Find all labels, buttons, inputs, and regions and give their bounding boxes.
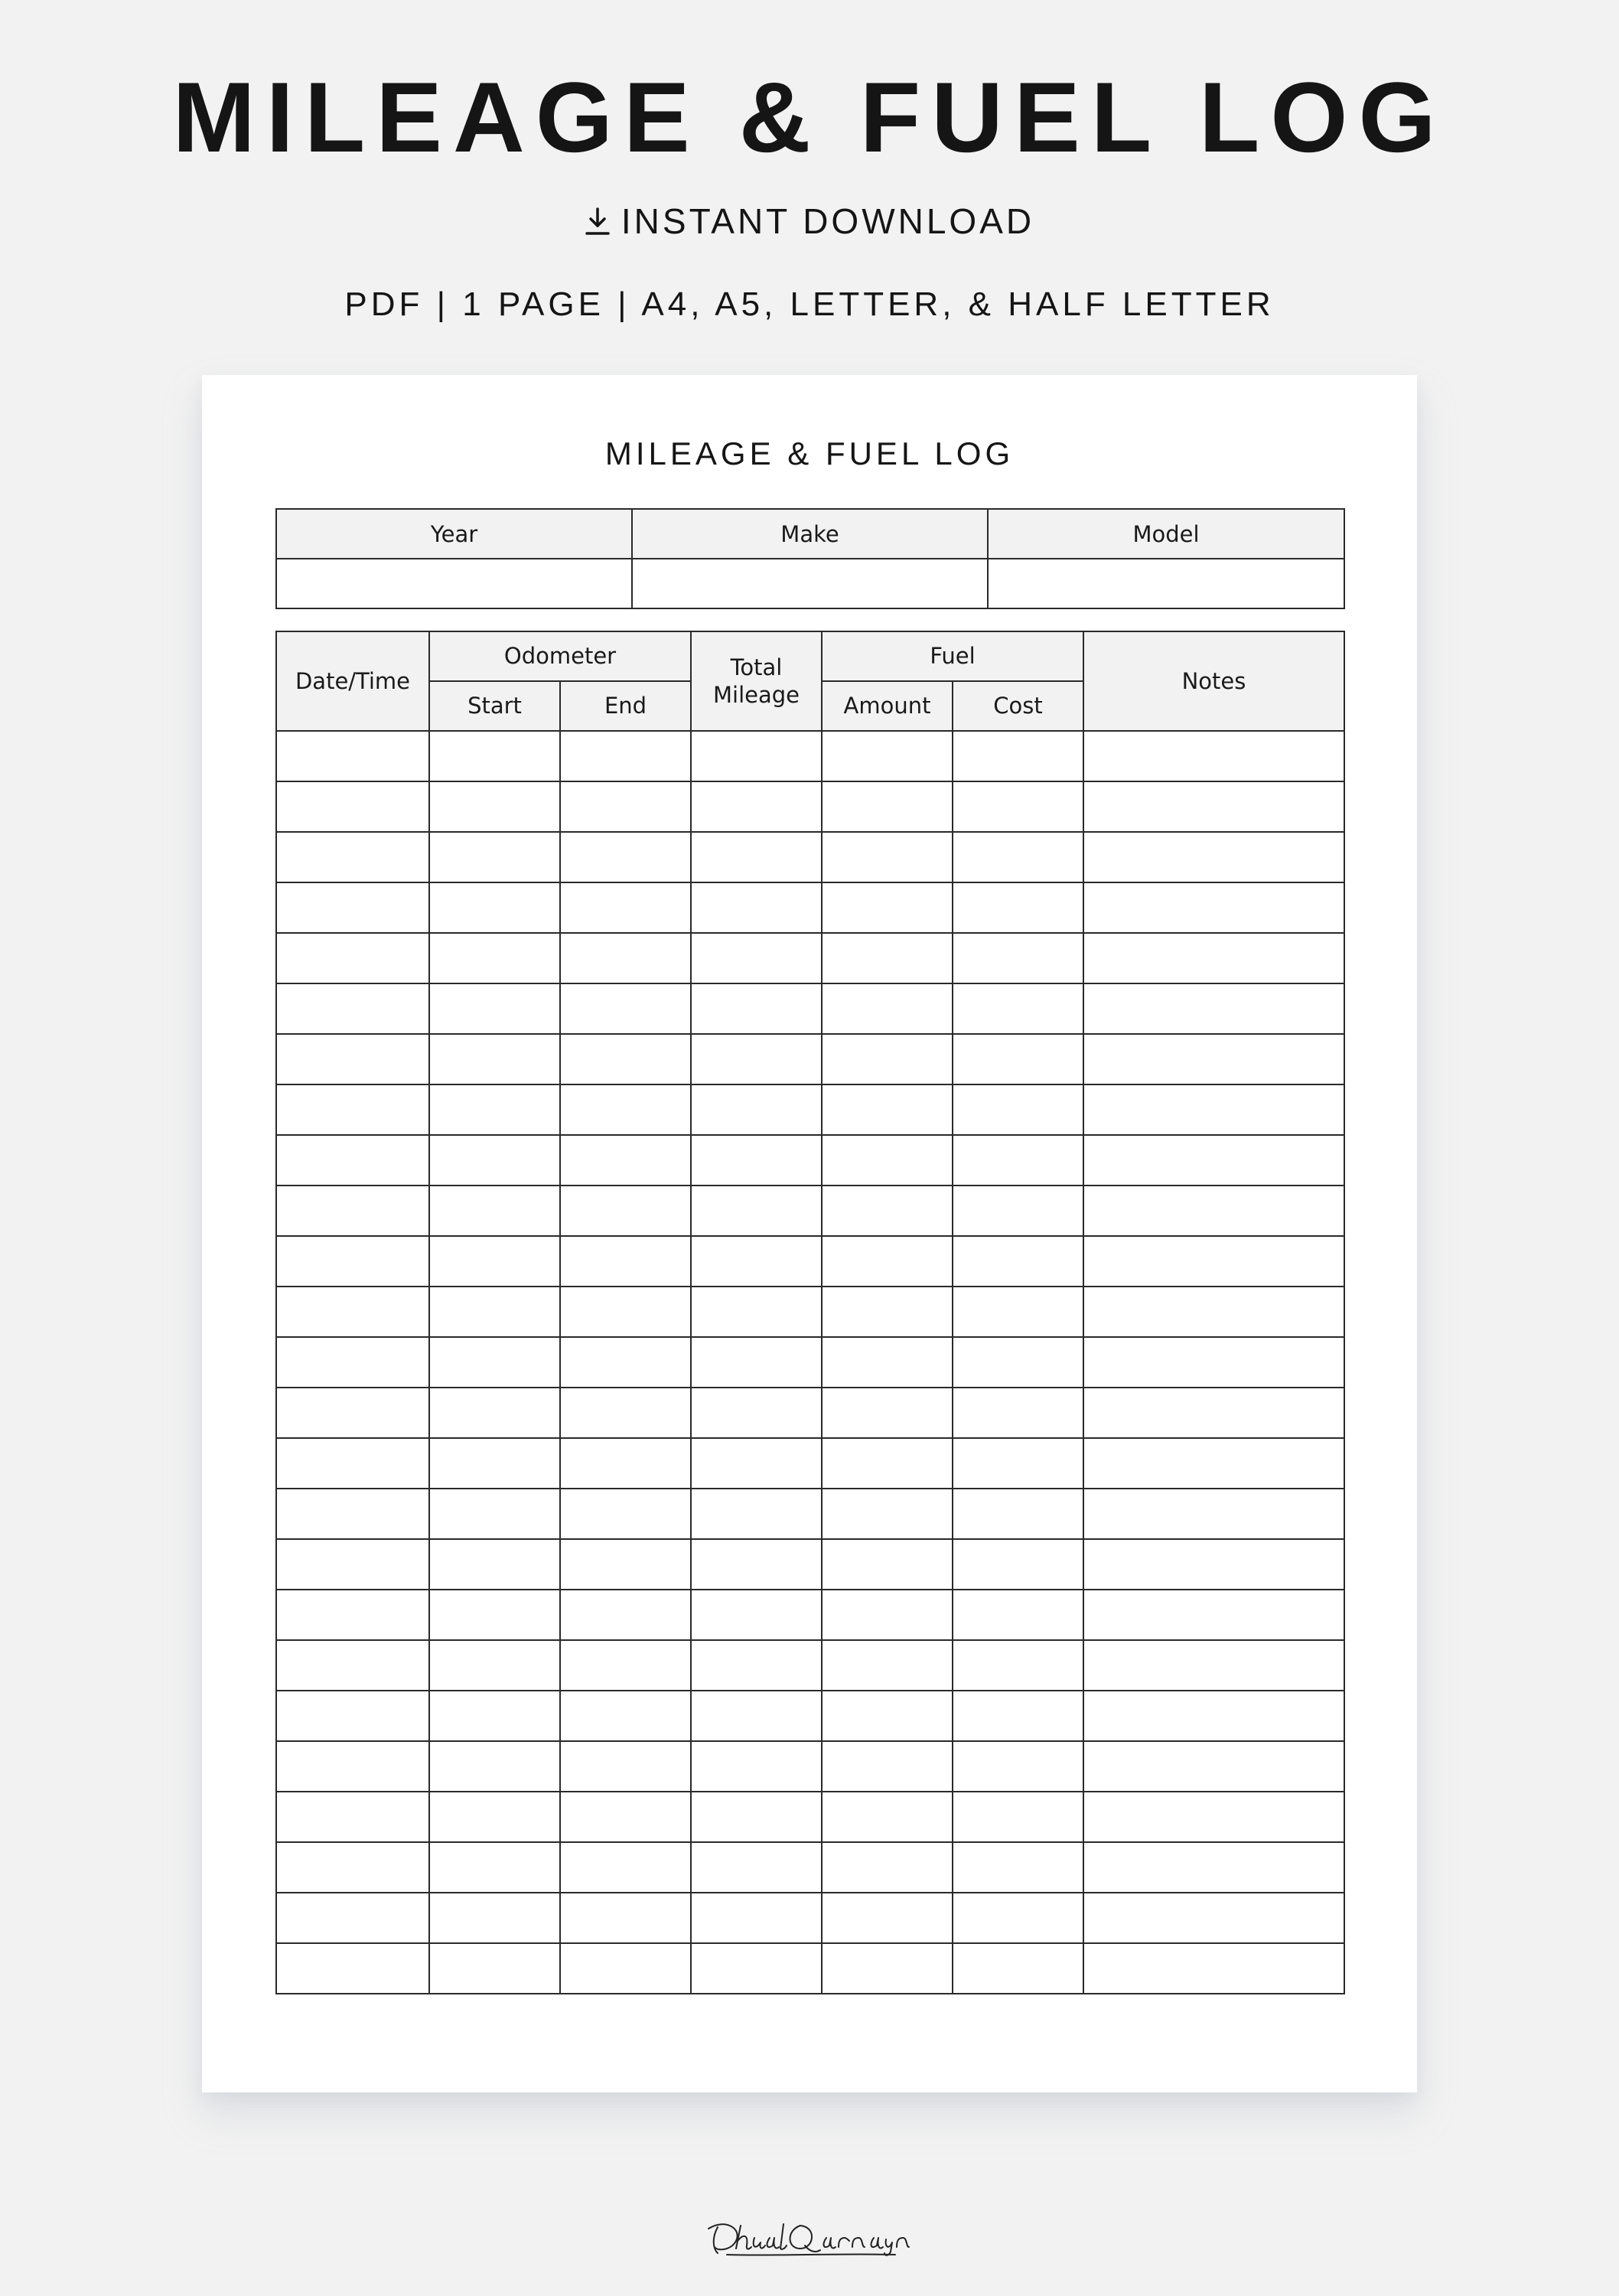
table-row	[276, 1287, 1344, 1337]
total-mileage-cell[interactable]	[691, 1943, 822, 1994]
odometer-start-cell[interactable]	[429, 1236, 560, 1287]
date-time-cell[interactable]	[276, 1590, 429, 1640]
table-row	[276, 1337, 1344, 1388]
fuel-amount-cell[interactable]	[822, 781, 953, 832]
table-row	[276, 1034, 1344, 1084]
fuel-amount-cell[interactable]	[822, 1337, 953, 1388]
table-row	[276, 882, 1344, 933]
notes-cell[interactable]	[1083, 1691, 1344, 1741]
odometer-end-header: End	[560, 681, 691, 731]
date-time-cell[interactable]	[276, 1893, 429, 1943]
total-mileage-cell[interactable]	[691, 1691, 822, 1741]
fuel-cost-cell[interactable]	[953, 1489, 1083, 1539]
total-mileage-cell[interactable]	[691, 1135, 822, 1186]
signature-logo	[704, 2212, 915, 2258]
odometer-end-cell[interactable]	[560, 1842, 691, 1893]
date-time-cell[interactable]	[276, 1337, 429, 1388]
notes-cell[interactable]	[1083, 1943, 1344, 1994]
notes-cell[interactable]	[1083, 1287, 1344, 1337]
total-mileage-cell[interactable]	[691, 1842, 822, 1893]
fuel-cost-cell[interactable]	[953, 1691, 1083, 1741]
year-header: Year	[276, 509, 632, 559]
odometer-end-cell[interactable]	[560, 1388, 691, 1438]
table-row	[276, 1236, 1344, 1287]
fuel-amount-cell[interactable]	[822, 882, 953, 933]
odometer-header: Odometer	[429, 631, 691, 681]
odometer-start-cell[interactable]	[429, 1842, 560, 1893]
fuel-cost-cell[interactable]	[953, 1135, 1083, 1186]
download-line	[0, 201, 1619, 241]
fuel-amount-cell[interactable]	[822, 1691, 953, 1741]
fuel-cost-cell[interactable]	[953, 1893, 1083, 1943]
fuel-cost-cell[interactable]	[953, 1034, 1083, 1084]
fuel-amount-cell[interactable]	[822, 1640, 953, 1691]
notes-cell[interactable]	[1083, 1034, 1344, 1084]
notes-cell[interactable]	[1083, 1438, 1344, 1489]
page-title: MILEAGE & FUEL LOG	[172, 61, 1447, 173]
fuel-amount-cell[interactable]	[822, 1287, 953, 1337]
odometer-start-cell[interactable]	[429, 1084, 560, 1135]
fuel-cost-cell[interactable]	[953, 1287, 1083, 1337]
odometer-end-cell[interactable]	[560, 1741, 691, 1792]
date-time-cell[interactable]	[276, 1792, 429, 1842]
mileage-label: Mileage	[713, 682, 800, 708]
odometer-end-cell[interactable]	[560, 1489, 691, 1539]
vehicle-header-row	[276, 509, 1344, 559]
odometer-start-cell[interactable]	[429, 1337, 560, 1388]
total-mileage-cell[interactable]	[691, 1186, 822, 1236]
notes-cell[interactable]	[1083, 1792, 1344, 1842]
odometer-end-cell[interactable]	[560, 1438, 691, 1489]
odometer-end-cell[interactable]	[560, 1590, 691, 1640]
fuel-cost-cell[interactable]	[953, 1590, 1083, 1640]
odometer-start-cell[interactable]	[429, 781, 560, 832]
table-row	[276, 1691, 1344, 1741]
fuel-cost-cell[interactable]	[953, 1084, 1083, 1135]
fuel-amount-cell[interactable]	[822, 1792, 953, 1842]
total-mileage-header	[691, 631, 822, 731]
odometer-end-cell[interactable]	[560, 731, 691, 781]
total-label: Total	[730, 654, 783, 680]
odometer-start-cell[interactable]	[429, 1388, 560, 1438]
odometer-start-cell[interactable]	[429, 933, 560, 983]
fuel-cost-cell[interactable]	[953, 731, 1083, 781]
table-row	[276, 1842, 1344, 1893]
table-row	[276, 1893, 1344, 1943]
vehicle-input-row	[276, 559, 1344, 608]
odometer-start-cell[interactable]	[429, 882, 560, 933]
odometer-end-cell[interactable]	[560, 1792, 691, 1842]
total-mileage-cell[interactable]	[691, 1590, 822, 1640]
total-mileage-cell[interactable]	[691, 1640, 822, 1691]
date-time-cell[interactable]	[276, 983, 429, 1034]
download-text: INSTANT DOWNLOAD	[621, 201, 1035, 241]
odometer-end-cell[interactable]	[560, 983, 691, 1034]
odometer-end-cell[interactable]	[560, 832, 691, 882]
fuel-amount-cell[interactable]	[822, 1186, 953, 1236]
date-time-cell[interactable]	[276, 781, 429, 832]
total-mileage-cell[interactable]	[691, 1337, 822, 1388]
fuel-cost-cell[interactable]	[953, 933, 1083, 983]
table-row	[276, 1489, 1344, 1539]
notes-cell[interactable]	[1083, 832, 1344, 882]
make-cell[interactable]	[632, 559, 988, 608]
date-time-cell[interactable]	[276, 832, 429, 882]
fuel-amount-cell[interactable]	[822, 1135, 953, 1186]
notes-cell[interactable]	[1083, 1893, 1344, 1943]
table-row	[276, 1388, 1344, 1438]
date-time-cell[interactable]	[276, 1741, 429, 1792]
printable-sheet	[202, 375, 1417, 2092]
odometer-end-cell[interactable]	[560, 1034, 691, 1084]
total-mileage-cell[interactable]	[691, 1893, 822, 1943]
notes-cell[interactable]	[1083, 1337, 1344, 1388]
download-icon	[585, 207, 611, 236]
odometer-start-cell[interactable]	[429, 1489, 560, 1539]
odometer-end-cell[interactable]	[560, 1337, 691, 1388]
total-mileage-cell[interactable]	[691, 781, 822, 832]
total-mileage-cell[interactable]	[691, 983, 822, 1034]
date-time-cell[interactable]	[276, 1135, 429, 1186]
date-time-cell[interactable]	[276, 1388, 429, 1438]
table-row	[276, 1135, 1344, 1186]
date-time-cell[interactable]	[276, 1539, 429, 1590]
odometer-start-cell[interactable]	[429, 1438, 560, 1489]
mileage-log-table	[275, 631, 1345, 1994]
odometer-start-cell[interactable]	[429, 1741, 560, 1792]
notes-cell[interactable]	[1083, 1590, 1344, 1640]
fuel-cost-cell[interactable]	[953, 1337, 1083, 1388]
sheet-title: MILEAGE & FUEL LOG	[604, 435, 1015, 471]
odometer-start-cell[interactable]	[429, 1034, 560, 1084]
fuel-cost-cell[interactable]	[953, 1943, 1083, 1994]
table-row	[276, 731, 1344, 781]
date-time-cell[interactable]	[276, 1034, 429, 1084]
odometer-end-cell[interactable]	[560, 1084, 691, 1135]
odometer-end-cell[interactable]	[560, 933, 691, 983]
notes-cell[interactable]	[1083, 1640, 1344, 1691]
fuel-amount-cell[interactable]	[822, 1893, 953, 1943]
fuel-cost-cell[interactable]	[953, 781, 1083, 832]
notes-cell[interactable]	[1083, 1084, 1344, 1135]
log-body	[276, 731, 1344, 1994]
table-row	[276, 781, 1344, 832]
total-mileage-cell[interactable]	[691, 1236, 822, 1287]
odometer-start-cell[interactable]	[429, 1792, 560, 1842]
table-row	[276, 1438, 1344, 1489]
total-mileage-cell[interactable]	[691, 832, 822, 882]
table-row	[276, 1186, 1344, 1236]
notes-cell[interactable]	[1083, 731, 1344, 781]
notes-cell[interactable]	[1083, 882, 1344, 933]
notes-cell[interactable]	[1083, 983, 1344, 1034]
notes-cell[interactable]	[1083, 1135, 1344, 1186]
odometer-start-cell[interactable]	[429, 1943, 560, 1994]
date-time-header: Date/Time	[276, 631, 429, 731]
odometer-end-cell[interactable]	[560, 1691, 691, 1741]
date-time-cell[interactable]	[276, 1489, 429, 1539]
odometer-end-cell[interactable]	[560, 1943, 691, 1994]
fuel-amount-cell[interactable]	[822, 1236, 953, 1287]
odometer-start-cell[interactable]	[429, 1893, 560, 1943]
fuel-header: Fuel	[822, 631, 1083, 681]
odometer-end-cell[interactable]	[560, 1186, 691, 1236]
date-time-cell[interactable]	[276, 1691, 429, 1741]
odometer-end-cell[interactable]	[560, 1236, 691, 1287]
fuel-amount-cell[interactable]	[822, 1590, 953, 1640]
fuel-cost-cell[interactable]	[953, 983, 1083, 1034]
total-mileage-cell[interactable]	[691, 933, 822, 983]
fuel-amount-cell[interactable]	[822, 1943, 953, 1994]
fuel-cost-cell[interactable]	[953, 882, 1083, 933]
fuel-cost-cell[interactable]	[953, 1842, 1083, 1893]
fuel-amount-cell[interactable]	[822, 933, 953, 983]
total-mileage-cell[interactable]	[691, 1792, 822, 1842]
fuel-cost-header: Cost	[953, 681, 1083, 731]
odometer-end-cell[interactable]	[560, 882, 691, 933]
odometer-start-cell[interactable]	[429, 1691, 560, 1741]
total-mileage-cell[interactable]	[691, 882, 822, 933]
fuel-cost-cell[interactable]	[953, 1388, 1083, 1438]
year-cell[interactable]	[276, 559, 632, 608]
notes-header: Notes	[1083, 631, 1344, 731]
date-time-cell[interactable]	[276, 1640, 429, 1691]
odometer-end-cell[interactable]	[560, 781, 691, 832]
date-time-cell[interactable]	[276, 882, 429, 933]
table-row	[276, 1943, 1344, 1994]
date-time-cell[interactable]	[276, 731, 429, 781]
date-time-cell[interactable]	[276, 1236, 429, 1287]
fuel-amount-cell[interactable]	[822, 1438, 953, 1489]
total-mileage-cell[interactable]	[691, 1438, 822, 1489]
model-cell[interactable]	[988, 559, 1344, 608]
odometer-start-cell[interactable]	[429, 1186, 560, 1236]
fuel-cost-cell[interactable]	[953, 832, 1083, 882]
total-mileage-cell[interactable]	[691, 731, 822, 781]
fuel-cost-cell[interactable]	[953, 1640, 1083, 1691]
date-time-cell[interactable]	[276, 1943, 429, 1994]
model-header: Model	[988, 509, 1344, 559]
date-time-cell[interactable]	[276, 1186, 429, 1236]
odometer-start-cell[interactable]	[429, 1640, 560, 1691]
odometer-start-cell[interactable]	[429, 1539, 560, 1590]
table-row	[276, 1741, 1344, 1792]
table-row	[276, 832, 1344, 882]
odometer-start-cell[interactable]	[429, 1590, 560, 1640]
date-time-cell[interactable]	[276, 1842, 429, 1893]
fuel-amount-cell[interactable]	[822, 983, 953, 1034]
log-header-row-top	[276, 631, 1344, 681]
total-mileage-cell[interactable]	[691, 1388, 822, 1438]
format-info: PDF | 1 PAGE | A4, A5, LETTER, & HALF LETTER	[344, 285, 1275, 323]
odometer-start-cell[interactable]	[429, 983, 560, 1034]
odometer-end-cell[interactable]	[560, 1893, 691, 1943]
fuel-amount-cell[interactable]	[822, 1842, 953, 1893]
notes-cell[interactable]	[1083, 1842, 1344, 1893]
total-mileage-cell[interactable]	[691, 1034, 822, 1084]
fuel-cost-cell[interactable]	[953, 1186, 1083, 1236]
fuel-cost-cell[interactable]	[953, 1539, 1083, 1590]
notes-cell[interactable]	[1083, 933, 1344, 983]
fuel-cost-cell[interactable]	[953, 1236, 1083, 1287]
odometer-end-cell[interactable]	[560, 1135, 691, 1186]
odometer-start-cell[interactable]	[429, 832, 560, 882]
fuel-amount-cell[interactable]	[822, 1539, 953, 1590]
notes-cell[interactable]	[1083, 1741, 1344, 1792]
table-row	[276, 1792, 1344, 1842]
table-row	[276, 933, 1344, 983]
fuel-amount-cell[interactable]	[822, 1741, 953, 1792]
total-mileage-cell[interactable]	[691, 1287, 822, 1337]
date-time-cell[interactable]	[276, 1084, 429, 1135]
notes-cell[interactable]	[1083, 1388, 1344, 1438]
notes-cell[interactable]	[1083, 781, 1344, 832]
odometer-end-cell[interactable]	[560, 1539, 691, 1590]
table-row	[276, 1539, 1344, 1590]
odometer-end-cell[interactable]	[560, 1640, 691, 1691]
table-row	[276, 1084, 1344, 1135]
total-mileage-cell[interactable]	[691, 1539, 822, 1590]
fuel-amount-cell[interactable]	[822, 1388, 953, 1438]
date-time-cell[interactable]	[276, 933, 429, 983]
total-mileage-cell[interactable]	[691, 1084, 822, 1135]
make-header: Make	[632, 509, 988, 559]
table-row	[276, 1640, 1344, 1691]
table-row	[276, 983, 1344, 1034]
fuel-amount-cell[interactable]	[822, 1034, 953, 1084]
odometer-start-header: Start	[429, 681, 560, 731]
notes-cell[interactable]	[1083, 1236, 1344, 1287]
total-mileage-cell[interactable]	[691, 1741, 822, 1792]
notes-cell[interactable]	[1083, 1489, 1344, 1539]
fuel-cost-cell[interactable]	[953, 1438, 1083, 1489]
table-row	[276, 1590, 1344, 1640]
notes-cell[interactable]	[1083, 1186, 1344, 1236]
fuel-amount-cell[interactable]	[822, 1489, 953, 1539]
fuel-amount-cell[interactable]	[822, 1084, 953, 1135]
fuel-amount-cell[interactable]	[822, 731, 953, 781]
odometer-start-cell[interactable]	[429, 1135, 560, 1186]
notes-cell[interactable]	[1083, 1539, 1344, 1590]
fuel-amount-header: Amount	[822, 681, 953, 731]
date-time-cell[interactable]	[276, 1287, 429, 1337]
vehicle-info-table	[275, 508, 1345, 609]
fuel-cost-cell[interactable]	[953, 1792, 1083, 1842]
odometer-start-cell[interactable]	[429, 1287, 560, 1337]
fuel-amount-cell[interactable]	[822, 832, 953, 882]
total-mileage-cell[interactable]	[691, 1489, 822, 1539]
odometer-start-cell[interactable]	[429, 731, 560, 781]
fuel-cost-cell[interactable]	[953, 1741, 1083, 1792]
odometer-end-cell[interactable]	[560, 1287, 691, 1337]
date-time-cell[interactable]	[276, 1438, 429, 1489]
